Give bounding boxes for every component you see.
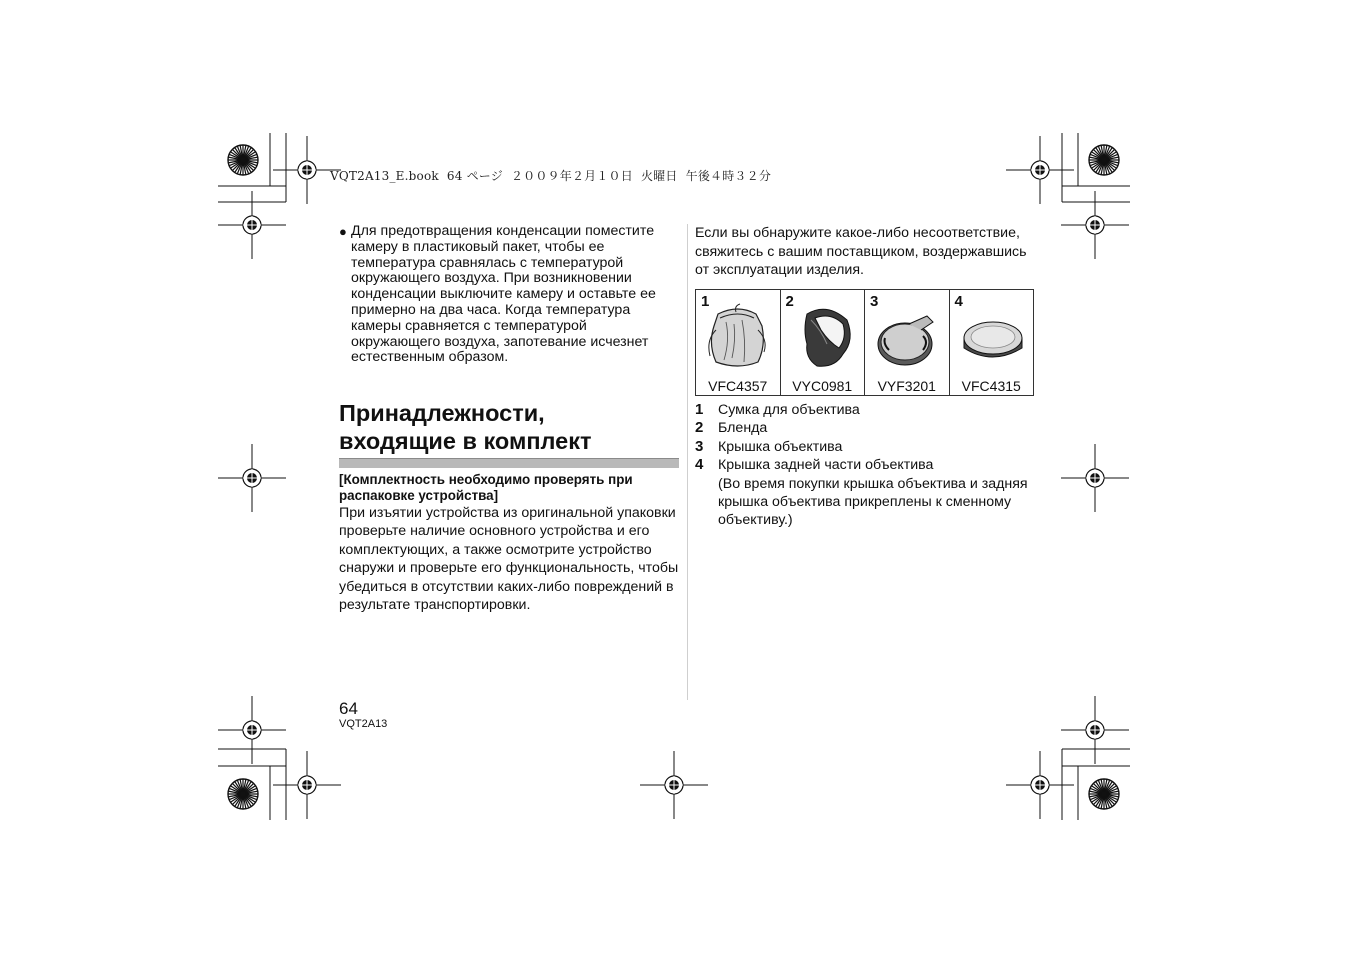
list-item [695, 419, 1035, 437]
lens-hood-icon [781, 300, 865, 372]
accessory-cell [696, 290, 781, 395]
legend-note: (Во время покупки крышка объектива и задняя крышка объектива прикреплены к сменному объективу.) [718, 475, 1028, 529]
accessories-table [695, 289, 1034, 396]
accessory-number: 1 [701, 293, 710, 310]
accessory-number: 3 [870, 293, 879, 310]
section-title-line1: Принадлежности, [339, 400, 545, 426]
legend-text: Крышка задней части объектива [718, 457, 934, 474]
title-underline-bar [339, 458, 679, 468]
column-divider [687, 224, 688, 700]
legend-number: 1 [695, 401, 704, 418]
unpacking-paragraph: При изъятии устройства из оригинальной упаковки проверьте наличие основного устройства и его комплектующих, а также осмотрите устройство снаружи и проверьте его функциональность, чтобы убедиться в отсутствии каких-либо повреждений в результате транспортировки. [339, 505, 679, 614]
subheading: [Комплектность необходимо проверять при распаковке устройства] [339, 472, 633, 503]
accessory-code: VFC4315 [961, 378, 1021, 394]
condensation-bullet [339, 224, 679, 366]
list-item [695, 401, 1035, 419]
intro-paragraph: Если вы обнаружите какое-либо несоответствие, свяжитесь с вашим поставщиком, воздержавшись от эксплуатации изделия. [695, 225, 1027, 279]
lens-cap-icon [865, 300, 949, 372]
accessory-code: VYC0981 [792, 378, 853, 394]
accessory-number: 2 [785, 293, 794, 310]
accessories-legend [695, 401, 1035, 530]
section-title [339, 399, 592, 455]
lens-pouch-icon [696, 300, 780, 372]
list-item [695, 438, 1035, 456]
legend-text: Бленда [718, 420, 768, 437]
legend-number: 3 [695, 437, 704, 455]
accessory-cell [781, 290, 866, 395]
list-item [695, 456, 1035, 474]
legend-text: Крышка объектива [718, 438, 843, 455]
bullet-icon: ● [339, 224, 347, 239]
legend-text: Сумка для объектива [718, 402, 860, 418]
book-header-line: VQT2A13_E.book 64 ページ ２００９年２月１０日 火曜日 午後４時３２分 [330, 169, 772, 183]
accessory-code: VYF3201 [877, 378, 936, 394]
accessory-cell [950, 290, 1034, 395]
accessory-cell [865, 290, 950, 395]
rear-lens-cap-icon [950, 300, 1034, 372]
model-code: VQT2A13 [339, 718, 388, 730]
accessory-number: 4 [954, 293, 963, 310]
accessory-code: VFC4357 [708, 378, 768, 394]
legend-number: 2 [695, 419, 704, 437]
condensation-text: Для предотвращения конденсации поместите камеру в пластиковый пакет, чтобы ее температура сравнялась с температурой окружающего воздуха. При возникновении конденсации выключите камеру и оставьте ее примерно на два часа. Когда температура камеры сравняется с температурой окружающего воздуха, запотевание исчезнет естественным образом. [351, 223, 656, 366]
page-number: 64 [339, 699, 358, 718]
legend-number: 4 [695, 456, 704, 474]
section-title-line2: входящие в комплект [339, 428, 592, 454]
